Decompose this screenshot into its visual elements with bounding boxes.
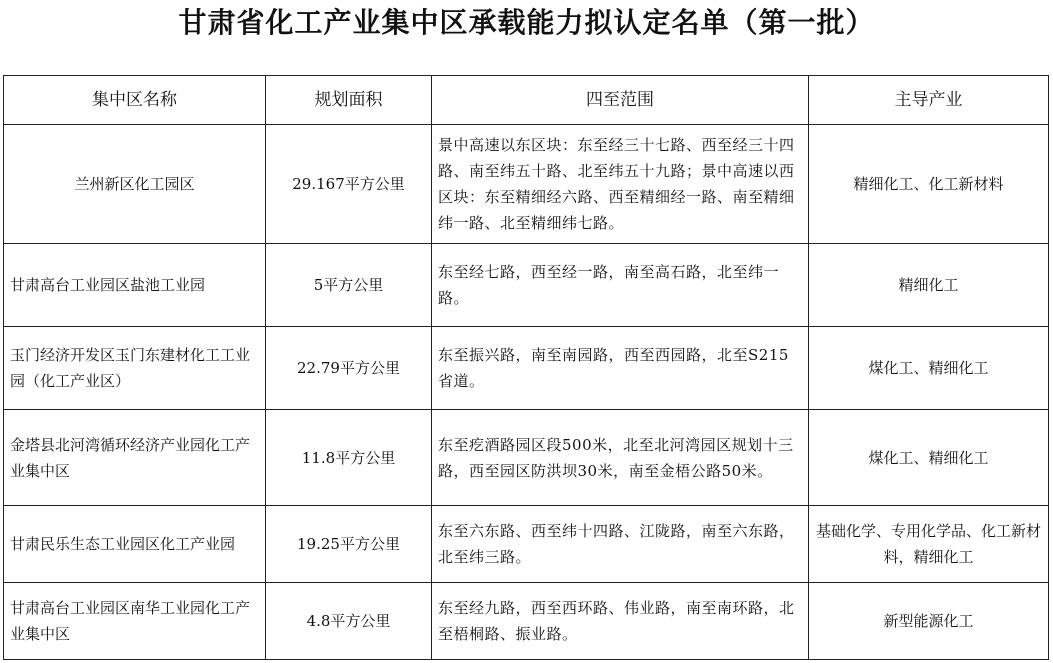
cell-area: 5平方公里	[266, 244, 432, 327]
cell-scope: 东至六东路、西至纬十四路、江陇路，南至六东路，北至纬三路。	[432, 506, 809, 583]
table-row	[4, 244, 1049, 327]
approval-list-table	[3, 75, 1049, 660]
header-name: 集中区名称	[4, 76, 266, 125]
cell-scope: 景中高速以东区块：东至经三十七路、西至经三十四路、南至纬五十路、北至纬五十九路；景中高速以西区块：东至精细经六路、西至精细经一路、南至精细纬一路、北至精细纬七路。	[432, 125, 809, 244]
cell-area: 11.8平方公里	[266, 410, 432, 506]
cell-scope: 东至疙酒路园区段500米，北至北河湾园区规划十三路，西至园区防洪坝30米，南至金梧公路50米。	[432, 410, 809, 506]
cell-area: 29.167平方公里	[266, 125, 432, 244]
table-row	[4, 125, 1049, 244]
table-row	[4, 506, 1049, 583]
document-title: 甘肃省化工产业集中区承载能力拟认定名单（第一批）	[178, 6, 875, 39]
cell-industry: 煤化工、精细化工	[809, 410, 1049, 506]
cell-name: 甘肃高台工业园区南华工业园化工产业集中区	[4, 583, 266, 660]
cell-area: 22.79平方公里	[266, 327, 432, 410]
cell-name: 玉门经济开发区玉门东建材化工工业园（化工产业区）	[4, 327, 266, 410]
cell-name: 金塔县北河湾循环经济产业园化工产业集中区	[4, 410, 266, 506]
cell-industry: 基础化学、专用化学品、化工新材料，精细化工	[809, 506, 1049, 583]
cell-name: 甘肃高台工业园区盐池工业园	[4, 244, 266, 327]
cell-area: 19.25平方公里	[266, 506, 432, 583]
cell-area: 4.8平方公里	[266, 583, 432, 660]
header-industry: 主导产业	[809, 76, 1049, 125]
table-header-row	[4, 76, 1049, 125]
cell-industry: 煤化工、精细化工	[809, 327, 1049, 410]
table-row	[4, 583, 1049, 660]
table-row	[4, 327, 1049, 410]
cell-scope: 东至经九路，西至西环路、伟业路，南至南环路，北至梧桐路、振业路。	[432, 583, 809, 660]
cell-industry: 精细化工	[809, 244, 1049, 327]
header-area: 规划面积	[266, 76, 432, 125]
cell-industry: 精细化工、化工新材料	[809, 125, 1049, 244]
cell-name: 甘肃民乐生态工业园区化工产业园	[4, 506, 266, 583]
table-row	[4, 410, 1049, 506]
cell-industry: 新型能源化工	[809, 583, 1049, 660]
cell-scope: 东至经七路，西至经一路，南至高石路，北至纬一路。	[432, 244, 809, 327]
cell-name: 兰州新区化工园区	[4, 125, 266, 244]
header-scope: 四至范围	[432, 76, 809, 125]
cell-scope: 东至振兴路，南至南园路，西至西园路，北至S215省道。	[432, 327, 809, 410]
